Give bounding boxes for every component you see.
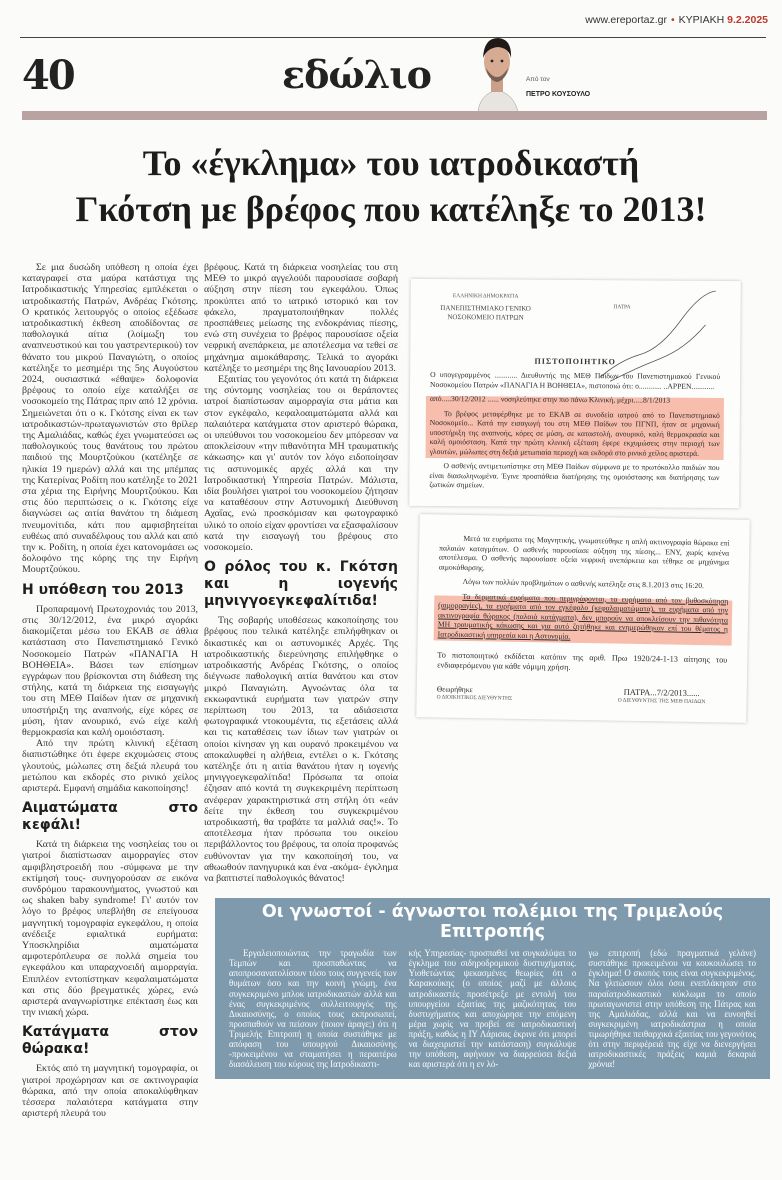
signature-row bbox=[437, 679, 727, 706]
sidebar-box bbox=[215, 898, 770, 1079]
certificate-issued: Το πιστοποιητικό εκδίδεται κατόπιν της αριθ. Πρω 1920/24-1-13 αίτησης του ενδιαφερόμενου για κάθε νόμιμη χρήση. bbox=[437, 649, 728, 671]
paragraph: Προπαραμονή Πρωτοχρονιάς του 2013, στις 30/12/2012, ένα μικρό αγοράκι διακομίζεται μέσω του ΕΚΑΒ σε άθλια κατάσταση στο Πανεπιστημιακό Γενικό Νοσοκομείο Πατρών «ΠΑΝΑΓΙΑ Η ΒΟΗΘΕΙΑ». Βάσει των επίσημων εγγράφων που βρίσκονται στη διάθεση της στήλης, κατά τη διάρκεια της εισαγωγής του στη ΜΕΘ Παίδων ήταν σε μηχανική υποστήριξη της αναπνοής, είχε κόρες σε μύση, ήταν ανουρικό, ενώ είχε καλή θερμοκρασία και καλή ομοιόσταση. bbox=[22, 603, 198, 738]
box-column-2: κής Υπηρεσίας- προσπαθεί να συγκαλύψει το έγκλημα του σιδηροδρομικού δυστυχήματος. Υιοθετώντας ψεκασμένες θεωρίες ότι ο Καρακούκης (ο οποίος μαζί με άλλους ιατροδικαστές προσέτρεξε με εντολή του υπουργείου εξαιτίας της μαζικότητας του δυστυχήματος και αποχώρησε την επόμενη μέρα χωρίς να προβεί σε ιατροδικαστική πράξη, καθώς η ΙΥ Λάρισας έκρινε ότι μπορεί να διαχειριστεί την κατάσταση) συγκάλυψε την υπόθεση, αφήνουν να διαρρεύσει δεξιά και αριστερά ότι η εν λό- bbox=[408, 948, 577, 1070]
right-area bbox=[204, 262, 770, 1079]
section-title: εδώλιο bbox=[282, 52, 432, 97]
author-photo bbox=[472, 30, 522, 112]
byline-author: ΠΕΤΡΟ ΚΟΥΣΟΥΛΟ bbox=[526, 91, 591, 98]
masthead-info bbox=[20, 14, 768, 26]
day-label: ΚΥΡΙΑΚΗ bbox=[678, 14, 725, 26]
document-scan bbox=[406, 280, 750, 719]
letterhead-line: ΠΑΝΕΠΙΣΤΗΜΙΑΚΟ ΓΕΝΙΚΟ bbox=[440, 304, 531, 313]
subheading: Η υπόθεση του 2013 bbox=[22, 581, 184, 598]
letterhead-line: ΕΛΛΗΝΙΚΗ ΔΗΜΟΚΡΑΤΙΑ bbox=[452, 293, 519, 300]
paragraph: Σε μια δυσώδη υπόθεση η οποία έχει καταγραφεί στα μαύρα κατάστιχα της Ιατροδικαστικής Υπηρεσίας εμπλέκεται ο ιατροδικαστής Πατρών, Ανδρέας Γκότσης. Ο κρατικός λειτουργός ο οποίος εξέδωσε ιατροδικαστική έκθεση αποδίδοντας σε παθολογικά αίτια (λοίμωξη του αναπνευστικού και του γαστρεντερικού) τον θάνατο του μικρού Παναγιώτη, ο οποίος κατέληξε το μεσημέρι της 5ης Αυγούστου 2024, ουσιαστικά «έθαψε» δολοφονία βρέφους το οποίο είχε καταλήξει σε νοσοκομείο της Πάτρας πριν από 12 χρόνια. Σημειώνεται ότι ο κ. Γκότσης είναι εκ των ιατροδικαστών-πρωταγωνιστών στο θρίλερ της Αμαλιάδας, καθώς έχει γνωματεύσει ως παθολογικούς τους θανάτους του πρώτου παιδιού της Μουρτζούκου (κατέληξε σε ηλικία 19 ημερών) αλλά και της μπέμπας της Κατερίνας Ροδίτη που κατέληξε το 2021 στα χέρια της Ειρήνης Μουρτζούκου. Και στις δύο περιπτώσεις ο κ. Γκότσης είχε διαγνώσει ως αιτία θανάτου τη διάμεση πνευμονίτιδα, κάτι που αμφισβητείται ευθέως από συναδέλφους του αλλά και από την κ. Ροδίτη, η οποία έχει κατονομάσει ως δολοφόνο της κόρης της την Ειρήνη Μουρτζούκου. bbox=[22, 262, 198, 576]
box-title: Οι γνωστοί - άγνωστοι πολέμιοι της Τριμελούς Επιτροπής bbox=[261, 902, 724, 943]
right-top-row bbox=[204, 262, 770, 884]
place-date: ΠΑΤΡΑ...7/2/2013...... bbox=[623, 686, 700, 698]
subheading: Κατάγματα στον θώρακα! bbox=[22, 1024, 198, 1058]
admin-director: Ο ΔΙΟΙΚΗΤΙΚΟΣ ΔΙΕΥΘΥΝΤΗΣ bbox=[436, 693, 513, 701]
handwritten-note bbox=[580, 282, 721, 383]
certificate-body: Το βρέφος μεταφέρθηκε με το ΕΚΑΒ σε συνοδεία ιατρού από το Πανεπιστημιακό Νοσοκομείο... Κατά την εισαγωγή του στη ΜΕΘ Παίδων του ΠΓΝΠ, ήταν σε μηχανική υποστήριξη της αναπνοής, κόρες σε μύση, σε καταστολή, ανουρικό, καλή θερμοκρασία και καλή ομοιόσταση. Κατά την πρώτη κλινική εξέταση έφερε εκχυμώσεις στην περιοχή των γλουτών, μώλωπες στη δεξιά μετωπιαία περιοχή και εκδορά στο ρινικό χείλος αριστερά. bbox=[429, 408, 720, 458]
certificate-intro: Ο υπογεγραμμένος ............ Διευθυντής της ΜΕΘ Παίδων του Πανεπιστημιακού Γενικού Νοσοκομείου Πατρών «ΠΑΝΑΓΙΑ Η ΒΟΗΘΕΙΑ», πιστοποιώ ότι: ο............ ..ΑΡΡΕΝ............ bbox=[430, 369, 721, 391]
subheading: Ο ρόλος του κ. Γκότση και η ιογενής μηνιγγοεγκεφαλίτιδα! bbox=[204, 559, 398, 610]
certificate-body: Ο ασθενής αντιμετωπίστηκε στη ΜΕΘ Παίδων σύμφωνα με το πρωτόκολλο παιδιών που είναι διασωληνωμένα. Έγινε προσπάθεια διατήρησης της ομοιόστασης και διατήρησης των ζωτικών σημείων. bbox=[429, 461, 720, 490]
paragraph: βρέφους. Κατά τη διάρκεια νοσηλείας του στη ΜΕΘ το μικρό αγγελούδι παρουσίασε σοβαρή αύξηση στην πίεση του εγκεφάλου. Όπως προκύπτει από το ιατρικό ιστορικό και τον φάκελο, πραγματοποιήθηκαν πολλές προσπάθειες μείωσης της ενδοκράνιας πίεσης, ενώ στη συνέχεια το βρέφος παρουσίασε οξεία νεφρική ανεπάρκεια, με αποτέλεσμα να τεθεί σε μηχάνημα αιμοκάθαρσης. Τελικά το αγοράκι κατέληξε το μεσημέρι της 8ης Ιανουαρίου 2013. bbox=[204, 262, 398, 374]
issue-date: 9.2.2025 bbox=[727, 14, 768, 26]
icu-director: Ο ΔΙΕΥΘΥΝΤΗΣ ΤΗΣ ΜΕΘ ΠΑΙΔΩΝ bbox=[617, 696, 706, 705]
certificate-page-2 bbox=[416, 514, 749, 722]
certificate-body: Μετά τα ευρήματα της Μαγνητικής, γνωματεύθηκε η απλή ακτινογραφία θώρακα επί παλαιών καταγμάτων. Ο ασθενής παρουσίασε αύξηση της πίεσης... ΕΝΥ, χωρίς κανένα αποτέλεσμα. Ο ασθενής παρουσίασε οξεία νεφρική ανεπάρκεια και τέθηκε σε μηχάνημα αιμοκάθαρσης. bbox=[438, 533, 730, 572]
section-bar bbox=[22, 111, 767, 120]
paragraph: Από την πρώτη κλινική εξέταση διαπιστώθηκε ότι έφερε εκχυμώσεις στους γλουτούς, μώλωπες στη δεξιά πλευρά του μετώπου και εκδορές στο ρινικό χείλος αριστερά. Εμφανή σημάδια κακοποίησης! bbox=[22, 738, 198, 794]
box-column-3: γω επιτροπή (εδώ πραγματικά γελάνε) συστάθηκε προκειμένου να κουκουλώσει το έγκλημα! Ο σκοπός τους είναι συγκεκριμένος. Να γλιτώσουν όλοι όσοι ενεπλάκησαν στο παραϊατροδικαστικό κύκλωμα το οποίο πρωταγωνιστεί στην υπόθεση της Πάτρας και της Αμαλιάδας, αλλά και να ευνοηθεί συγκεκριμένη ιατροδικάστρια η οποία τιμωρήθηκε πειθαρχικά εξαιτίας του γεγονότος ότι στην περιφέρειά της είχε να διενεργήσει ιατροδικαστικές πράξεις καμιά δεκαριά χρόνια! bbox=[588, 948, 757, 1070]
paragraph: Εκτός από τη μαγνητική τομογραφία, οι γιατροί προχώρησαν και σε ακτινογραφία θώρακα, από την οποία αποκαλύφθηκαν τέσσερα παλαιότερα κατάγματα στην αριστερή πλευρά του bbox=[22, 1063, 198, 1120]
box-columns bbox=[215, 948, 770, 1069]
byline bbox=[526, 76, 590, 101]
divider bbox=[20, 37, 766, 38]
letterhead-line: ΝΟΣΟΚΟΜΕΙΟ ΠΑΤΡΩΝ bbox=[447, 313, 524, 322]
admin-signature bbox=[437, 679, 557, 703]
headline-line-2: Γκότση με βρέφος που κατέληξε το 2013! bbox=[75, 189, 707, 229]
paragraph: Εξαιτίας του γεγονότος ότι κατά τη διάρκεια της σύντομης νοσηλείας του οι θεράποντες ιατροί διαπίστωσαν αιμορραγία στα μάτια και στον εγκέφαλο, κεφαλοαιματώματα αλλά και παλαιότερα κατάγματα στον αριστερό θώρακα, οι υπεύθυνοι του νοσοκομείου δεν μπόρεσαν να αποκλείσουν «την πιθανότητα ΜΗ τραυματικής κάκωσης» και γι' αυτόν τον λόγο ειδοποίησαν τις αστυνομικές αρχές αλλά και την Ιατροδικαστική Υπηρεσία Πατρών. Μάλιστα, ιδία βουλήσει γιατροί του νοσοκομείου ζήτησαν να καταθέσουν στην Αστυνομική Διεύθυνση Αχαΐας, ενώ προσκόμισαν και φωτογραφικό υλικό το οποίο είχαν φροντίσει να εξασφαλίσουν κατά την εισαγωγή του βρέφους στο νοσοκομείο. bbox=[204, 374, 398, 554]
highlighted-section bbox=[430, 394, 720, 458]
seen-label: Θεωρήθηκε bbox=[436, 683, 473, 694]
certificate-death: Λόγω των πολλών προβλημάτων ο ασθενής κατέληξε στις 8.1.2013 στις 16:20. bbox=[462, 576, 705, 590]
byline-prefix: Από τον bbox=[526, 76, 550, 83]
certificate-title: ΠΙΣΤΟΠΟΙΗΤΙΚΟ bbox=[534, 356, 616, 367]
page-number: 40 bbox=[22, 52, 74, 99]
letterhead bbox=[430, 293, 540, 323]
subheading: Αιματώματα στο κεφάλι! bbox=[22, 800, 198, 834]
article-column-1 bbox=[22, 262, 198, 1119]
headline-line-1: Το «έγκλημα» του ιατροδικαστή bbox=[142, 143, 640, 183]
highlighted-section bbox=[438, 590, 729, 643]
bullet-icon: • bbox=[670, 14, 675, 26]
place-label: ΠΑΤΡΑ bbox=[613, 304, 631, 311]
certificate-findings: Τα δερματικά ευρήματα που περιγράφονται, τα ευρήματα από τον βυθοσκόπηση (αιμορραγίες), τα ευρήματα από τον εγκέφαλο (κεφαλαιματώματα), τα ευρήματα από την ακτινογραφία θώρακος (παλαιά κατάγματα), δεν μπορούν να αποκλείσουν την πιθανότητα ΜΗ τραυματικής κάκωσης και για αυτό ζητήθηκε και ενημερώθηκαν επί του θέματος η Ιατροδικαστική υπηρεσία και η Αστυνομία. bbox=[437, 590, 729, 640]
certificate-dates: από.....30/12/2012 ...... νοσηλεύτηκε στην πιο πάνω Κλινική, μέχρι.....8/1/2013 bbox=[429, 393, 671, 405]
paragraph: Της σοβαρής υποθέσεως κακοποίησης του βρέφους που τελικά κατέληξε επιλήφθηκαν οι δικαστικές και οι αστυνομικές Αρχές. Της ιατροδικαστικής διερεύνησης επιλήφθηκε ο ιατροδικαστής Ανδρέας Γκότσης, ο οποίος διέγνωσε παθολογική αιτία θανάτου και στον μικρό Παναγιώτη. Αγνοώντας όλα τα εκκωφαντικά ευρήματα των γιατρών στην περίπτωση του 2013, τα αδιάσειστα φωτογραφικά ντοκουμέντα, τις εξετάσεις αλλά και τις καταθέσεις των ίδιων των γιατρών οι οποίοι κίνησαν γη και ουρανό προκειμένου να αποκαλυφθεί η αλήθεια, εντέλει ο κ. Γκότσης κατέληξε ότι η αιτία θανάτου ήταν η ιογενής μηνιγγοεγκεφαλίτιδα! Πρόσωπα τα οποία έζησαν από κοντά τη συγκεκριμένη περίπτωση ανέφεραν χαρακτηριστικά στη στήλη ότι «εάν δείτε την έκθεση του συγκεκριμένου ιατροδικαστή, θα τραβάτε τα μαλλιά σας!». Το αποτέλεσμα ήταν πρόσωπα του οικείου περιβάλλοντος του βρέφους, τα οποία προφανώς ευθύνονταν για την κακοποίησή του, να αθωωθούν πανηγυρικά και ένα -ακόμα- έγκλημα να βαπτιστεί παθολογικός θάνατος! bbox=[204, 615, 398, 884]
article-column-2 bbox=[204, 262, 398, 884]
website-url: www.ereportaz.gr bbox=[585, 14, 667, 26]
box-column-1: Εργαλειοποιώντας την τραγωδία των Τεμπών και προσπαθώντας να αποπροσανατολίσουν τόσο τους συγγενείς των θυμάτων όσο και την κοινή γνώμη, ένα συγκεκριμένο μπλοκ ιατροδικαστών αλλά και ένας συγκεκριμένος συλλειτουργός της Δικαιοσύνης, ο οποίος τους εκπροσωπεί, προσπαθούν να πείσουν (ποιον άραγε;) ότι η Τριμελής Επιτροπή η οποία συστάθηκε με απόφαση του υπουργού Δικαιοσύνης -προκειμένου να σταματήσει η περαιτέρω διασάλευση του κύρους της Ιατροδικαστι- bbox=[229, 948, 397, 1070]
certificate-page-1 bbox=[409, 279, 741, 508]
headline bbox=[0, 140, 782, 232]
paragraph: Κατά τη διάρκεια της νοσηλείας του οι γιατροί διαπίστωσαν αιμορραγίες στον αμφιβληστροειδή που -σύμφωνα με την εκτίμησή τους- συνηγορούσαν σε εικόνα συνδρόμου ταρακουνήματος, γνωστού και ως shaken baby syndrome! Γι' αυτόν τον λόγο το βρέφος υπεβλήθη σε επείγουσα μαγνητική τομογραφία εγκεφάλου, η οποία ανέδειξε εφιαλτικά ευρήματα: Υποσκληρίδια αιματώματα αμφοτερόπλευρα σε πολλά σημεία του εγκεφάλου και υπαραχνοειδή αιμορραγία. Επιπλέον εντοπίστηκαν κεφαλαιματώματα και στις δύο βρεγματικές χώρες, ενώ αριστερά αναγνωρίστηκε επέκταση έως και την ινιακή χώρα. bbox=[22, 839, 198, 1019]
director-signature bbox=[597, 682, 727, 706]
